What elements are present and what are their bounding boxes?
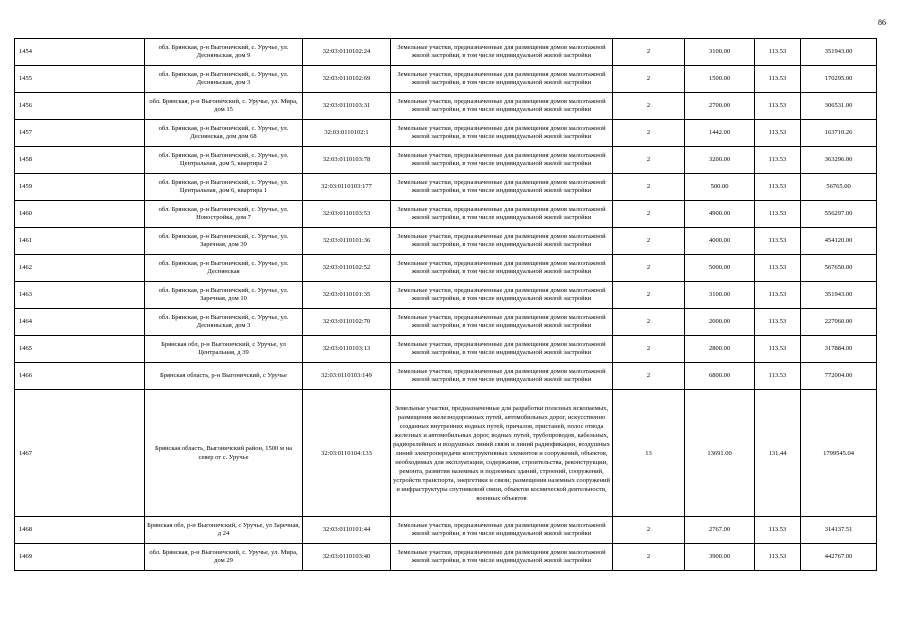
land-use-cell: Земельные участки, предназначенные для размещения домов малоэтажной жилой застройки, в том числе индивидуальной жилой застройки: [391, 201, 613, 228]
cadastral-number-cell: 32:03:0110102:1: [303, 120, 391, 147]
rate-cell: 113.53: [755, 66, 801, 93]
address-cell: Брянская область, р-н Выгоничский, с Уручье: [145, 363, 303, 390]
row-number-cell: 1456: [15, 93, 145, 120]
rate-cell: 113.53: [755, 147, 801, 174]
table-row: [15, 228, 877, 255]
cadastral-number-cell: 32:03:0110104:133: [303, 390, 391, 517]
area-cell: 1500.00: [685, 66, 755, 93]
cadastral-number-cell: 32:03:0110103:53: [303, 201, 391, 228]
address-cell: обл. Брянская, р-н Выгоничский, с. Уручье, ул. Мира, дом 15: [145, 93, 303, 120]
table-row: [15, 120, 877, 147]
area-cell: 13691.00: [685, 390, 755, 517]
cadastral-value-cell: 351943.00: [801, 39, 877, 66]
use-group-cell: 2: [613, 309, 685, 336]
cadastral-value-cell: 556297.00: [801, 201, 877, 228]
use-group-cell: 2: [613, 363, 685, 390]
cadastral-number-cell: 32:03:0110101:35: [303, 282, 391, 309]
rate-cell: 113.53: [755, 336, 801, 363]
address-cell: обл. Брянская, р-н Выгоничский, с. Уручье, ул. Заречная, дом 39: [145, 228, 303, 255]
area-cell: 2700.00: [685, 93, 755, 120]
use-group-cell: 2: [613, 544, 685, 571]
land-use-cell: Земельные участки, предназначенные для размещения домов малоэтажной жилой застройки, в том числе индивидуальной жилой застройки: [391, 255, 613, 282]
area-cell: 3100.00: [685, 39, 755, 66]
rate-cell: 113.53: [755, 544, 801, 571]
land-use-cell: Земельные участки, предназначенные для разработки полезных ископаемых, размещения железнодорожных путей, автомобильных дорог, искусственно созданных внутренних водных путей, причалов, пристаней, полос отвода железных и автомобильных дорог, водных путей, трубопроводов, кабельных, радиорелейных и воздушных линий связи и линий радиофикации, воздушных линий электропередачи конструктивных элементов и сооружений, объектов, необходимых для эксплуатации, содержания, строительства, реконструкции, ремонта, развития наземных и подземных зданий, строений, сооружений, устройств транспорта, энергетики и связи; размещения наземных сооружений и инфраструктуры спутниковой связи, объектов космической деятельности, военных объектов: [391, 390, 613, 517]
area-cell: 6800.00: [685, 363, 755, 390]
use-group-cell: 2: [613, 255, 685, 282]
cadastral-number-cell: 32:03:0110103:149: [303, 363, 391, 390]
address-cell: обл. Брянская, р-н Выгоничский, с. Уручье, ул. Заречная, дом 10: [145, 282, 303, 309]
cadastral-number-cell: 32:03:0110101:36: [303, 228, 391, 255]
land-use-cell: Земельные участки, предназначенные для размещения домов малоэтажной жилой застройки, в том числе индивидуальной жилой застройки: [391, 147, 613, 174]
land-use-cell: Земельные участки, предназначенные для размещения домов малоэтажной жилой застройки, в том числе индивидуальной жилой застройки: [391, 309, 613, 336]
area-cell: 3200.00: [685, 147, 755, 174]
land-use-cell: Земельные участки, предназначенные для размещения домов малоэтажной жилой застройки, в том числе индивидуальной жилой застройки: [391, 282, 613, 309]
use-group-cell: 2: [613, 39, 685, 66]
address-cell: обл. Брянская, р-н Выгоничский, с. Уручье, ул. Новостройка, дом 7: [145, 201, 303, 228]
rate-cell: 113.53: [755, 309, 801, 336]
use-group-cell: 2: [613, 147, 685, 174]
cadastral-number-cell: 32:03:0110102:70: [303, 309, 391, 336]
table-row: [15, 390, 877, 517]
cadastral-number-cell: 32:03:0110103:13: [303, 336, 391, 363]
address-cell: обл. Брянская, р-н Выгоничский, с. Уручье, ул. Десняньская, дом 3: [145, 66, 303, 93]
use-group-cell: 2: [613, 93, 685, 120]
rate-cell: 113.53: [755, 282, 801, 309]
use-group-cell: 2: [613, 336, 685, 363]
row-number-cell: 1465: [15, 336, 145, 363]
address-cell: Брянская обл, р-н Выгоничский, с Уручье, ул Заречная, д 24: [145, 517, 303, 544]
use-group-cell: 2: [613, 201, 685, 228]
table-row: [15, 309, 877, 336]
table-row: [15, 255, 877, 282]
table-row: [15, 66, 877, 93]
rate-cell: 113.53: [755, 39, 801, 66]
row-number-cell: 1463: [15, 282, 145, 309]
table-row: [15, 282, 877, 309]
rate-cell: 131.44: [755, 390, 801, 517]
address-cell: обл. Брянская, р-н Выгоничский, с. Уручье, ул. Мира, дом 29: [145, 544, 303, 571]
cadastral-number-cell: 32:03:0110102:52: [303, 255, 391, 282]
table-row: [15, 517, 877, 544]
table-row: [15, 147, 877, 174]
cadastral-value-cell: 56765.00: [801, 174, 877, 201]
use-group-cell: 2: [613, 174, 685, 201]
rate-cell: 113.53: [755, 201, 801, 228]
table-body: [15, 39, 877, 571]
cadastral-value-cell: 454120.00: [801, 228, 877, 255]
cadastral-value-cell: 314137.51: [801, 517, 877, 544]
address-cell: обл. Брянская, р-н Выгоничский, с. Уручье, ул. Десняньская, дом 3: [145, 309, 303, 336]
table-row: [15, 363, 877, 390]
address-cell: Брянская обл, р-н Выгоничский, с Уручье, ул Центральная, д 39: [145, 336, 303, 363]
use-group-cell: 2: [613, 282, 685, 309]
rate-cell: 113.53: [755, 255, 801, 282]
area-cell: 3100.00: [685, 282, 755, 309]
land-use-cell: Земельные участки, предназначенные для размещения домов малоэтажной жилой застройки, в том числе индивидуальной жилой застройки: [391, 363, 613, 390]
table-row: [15, 201, 877, 228]
cadastral-value-cell: 442767.00: [801, 544, 877, 571]
page-number: 86: [878, 18, 886, 27]
land-use-cell: Земельные участки, предназначенные для размещения домов малоэтажной жилой застройки, в том числе индивидуальной жилой застройки: [391, 174, 613, 201]
row-number-cell: 1467: [15, 390, 145, 517]
table-row: [15, 174, 877, 201]
land-use-cell: Земельные участки, предназначенные для размещения домов малоэтажной жилой застройки, в том числе индивидуальной жилой застройки: [391, 517, 613, 544]
area-cell: 2000.00: [685, 309, 755, 336]
rate-cell: 113.53: [755, 228, 801, 255]
cadastral-value-cell: 317884.00: [801, 336, 877, 363]
address-cell: обл. Брянская, р-н Выгоничский, с. Уручье, ул. Десняньская, дом 9: [145, 39, 303, 66]
row-number-cell: 1464: [15, 309, 145, 336]
cadastral-value-cell: 306531.00: [801, 93, 877, 120]
land-use-cell: Земельные участки, предназначенные для размещения домов малоэтажной жилой застройки, в том числе индивидуальной жилой застройки: [391, 336, 613, 363]
row-number-cell: 1460: [15, 201, 145, 228]
row-number-cell: 1457: [15, 120, 145, 147]
area-cell: 1442.00: [685, 120, 755, 147]
address-cell: обл. Брянская, р-н Выгоничский, с. Уручье, ул. Центральная, дом 6, квартира 1: [145, 174, 303, 201]
rate-cell: 113.53: [755, 120, 801, 147]
land-use-cell: Земельные участки, предназначенные для размещения домов малоэтажной жилой застройки, в том числе индивидуальной жилой застройки: [391, 39, 613, 66]
row-number-cell: 1466: [15, 363, 145, 390]
land-use-cell: Земельные участки, предназначенные для размещения домов малоэтажной жилой застройки, в том числе индивидуальной жилой застройки: [391, 66, 613, 93]
cadastral-value-cell: 567650.00: [801, 255, 877, 282]
cadastral-value-cell: 163710.26: [801, 120, 877, 147]
area-cell: 4900.00: [685, 201, 755, 228]
cadastral-value-cell: 772004.00: [801, 363, 877, 390]
cadastral-number-cell: 32:03:0110103:31: [303, 93, 391, 120]
area-cell: 2767.00: [685, 517, 755, 544]
row-number-cell: 1468: [15, 517, 145, 544]
land-use-cell: Земельные участки, предназначенные для размещения домов малоэтажной жилой застройки, в том числе индивидуальной жилой застройки: [391, 120, 613, 147]
area-cell: 4000.00: [685, 228, 755, 255]
address-cell: обл. Брянская, р-н Выгоничский, с. Уручье, ул. Деснянская: [145, 255, 303, 282]
area-cell: 500.00: [685, 174, 755, 201]
table-row: [15, 39, 877, 66]
table-row: [15, 336, 877, 363]
row-number-cell: 1454: [15, 39, 145, 66]
cadastral-value-cell: 227060.00: [801, 309, 877, 336]
table-row: [15, 544, 877, 571]
use-group-cell: 2: [613, 517, 685, 544]
area-cell: 2800.00: [685, 336, 755, 363]
cadastral-value-cell: 351943.00: [801, 282, 877, 309]
row-number-cell: 1462: [15, 255, 145, 282]
use-group-cell: 2: [613, 120, 685, 147]
land-use-cell: Земельные участки, предназначенные для размещения домов малоэтажной жилой застройки, в том числе индивидуальной жилой застройки: [391, 93, 613, 120]
address-cell: обл. Брянская, р-н Выгоничский, с. Уручье, ул. Деснянская, дом дом 68: [145, 120, 303, 147]
use-group-cell: 2: [613, 228, 685, 255]
land-registry-table: [14, 38, 877, 571]
table-row: [15, 93, 877, 120]
rate-cell: 113.53: [755, 363, 801, 390]
row-number-cell: 1469: [15, 544, 145, 571]
row-number-cell: 1461: [15, 228, 145, 255]
row-number-cell: 1455: [15, 66, 145, 93]
use-group-cell: 2: [613, 66, 685, 93]
area-cell: 3900.00: [685, 544, 755, 571]
rate-cell: 113.53: [755, 174, 801, 201]
cadastral-number-cell: 32:03:0110103:78: [303, 147, 391, 174]
cadastral-number-cell: 32:03:0110101:44: [303, 517, 391, 544]
row-number-cell: 1459: [15, 174, 145, 201]
address-cell: обл. Брянская, р-н Выгоничский, с. Уручье, ул. Центральная, дом 5, квартира 2: [145, 147, 303, 174]
land-use-cell: Земельные участки, предназначенные для размещения домов малоэтажной жилой застройки, в том числе индивидуальной жилой застройки: [391, 228, 613, 255]
cadastral-value-cell: 363296.00: [801, 147, 877, 174]
cadastral-number-cell: 32:03:0110103:177: [303, 174, 391, 201]
row-number-cell: 1458: [15, 147, 145, 174]
rate-cell: 113.53: [755, 93, 801, 120]
cadastral-value-cell: 1799545.04: [801, 390, 877, 517]
cadastral-number-cell: 32:03:0110102:69: [303, 66, 391, 93]
area-cell: 5000.00: [685, 255, 755, 282]
land-use-cell: Земельные участки, предназначенные для размещения домов малоэтажной жилой застройки, в том числе индивидуальной жилой застройки: [391, 544, 613, 571]
cadastral-number-cell: 32:03:0110102:24: [303, 39, 391, 66]
use-group-cell: 13: [613, 390, 685, 517]
cadastral-number-cell: 32:03:0110103:40: [303, 544, 391, 571]
cadastral-value-cell: 170295.00: [801, 66, 877, 93]
address-cell: Брянская область, Выгоничский район, 1500 м на север от с. Уручье: [145, 390, 303, 517]
rate-cell: 113.53: [755, 517, 801, 544]
